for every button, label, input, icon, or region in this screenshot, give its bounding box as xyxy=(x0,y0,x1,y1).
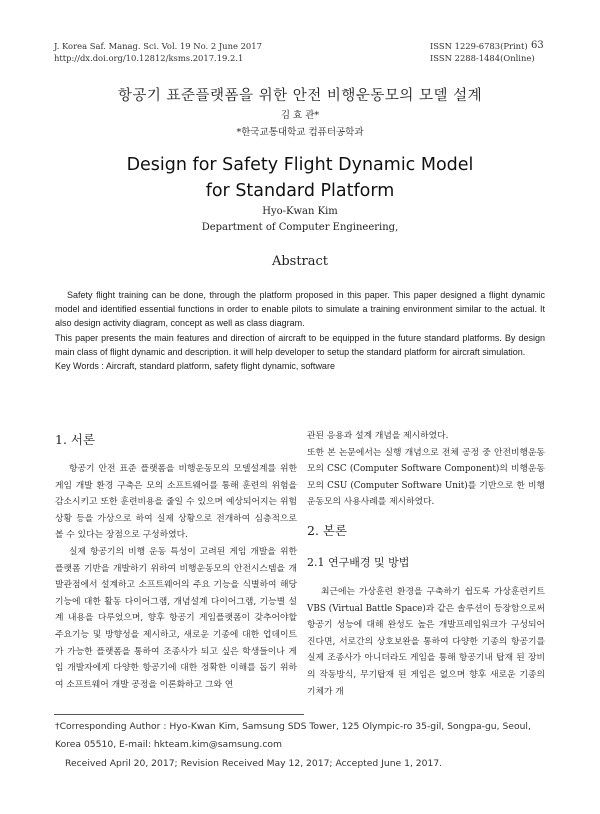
english-title-line2: for Standard Platform xyxy=(205,181,395,201)
subsection-2-1-heading: 2.1 연구배경 및 방법 xyxy=(307,556,410,569)
doi-link[interactable]: http://dx.doi.org/10.12812/ksms.2017.19.2.1 xyxy=(54,53,244,63)
issn-online: ISSN 2288-1484(Online) xyxy=(430,53,535,63)
page-number: 63 xyxy=(531,40,544,51)
english-affiliation: Department of Computer Engineering, xyxy=(201,222,399,233)
english-title xyxy=(0,152,600,204)
left-column-body xyxy=(55,461,297,693)
intro-paragraph-1: 항공기 안전 표준 플랫폼을 비행운동모의 모델설계를 위한 게임 개발 환경 구축은 모의 소프트웨어를 통해 훈련의 위험을 감소시키고 또한 훈련비용을 줄일 수 있으며 예상되어지는 위험 상황 등을 가상으로 하여 실제 상황으로 전개하여 심층적으로 볼 수 있다는 장점으로 구성하였다. xyxy=(55,464,297,541)
section-2-heading: 2. 본론 xyxy=(307,523,348,538)
korean-title: 항공기 표준플랫폼을 위한 안전 비행운동모의 모델 설계 xyxy=(117,88,483,104)
abstract-body xyxy=(55,288,545,373)
abstract-paragraph-2: This paper presents the main features and direction of aircraft to be equipped in the future standard platforms. By design main class of flight dynamic and description. it will help developer to setup the standard platform for aircraft simulation. xyxy=(55,332,545,357)
running-header-right xyxy=(430,40,535,64)
english-author: Hyo-Kwan Kim xyxy=(262,206,338,217)
footnote xyxy=(55,718,545,773)
right-column-body-bottom xyxy=(307,584,545,700)
issn-print: ISSN 1229-6783(Print) xyxy=(430,41,528,51)
footnote-divider xyxy=(54,714,304,715)
received-dates: Received April 20, 2017; Revision Received May 12, 2017; Accepted June 1, 2017. xyxy=(65,757,443,769)
section-1-heading: 1. 서론 xyxy=(55,432,96,447)
journal-citation: J. Korea Saf. Manag. Sci. Vol. 19 No. 2 June 2017 xyxy=(54,41,262,51)
abstract-heading: Abstract xyxy=(271,254,329,269)
background-paragraph: 최근에는 가상훈련 환경을 구축하기 쉽도록 가상훈련키트 VBS (Virtual Battle Space)과 같은 솔루션이 등장함으로써 항공기 성능에 대해 완성도 높은 개발프레임워크가 구성되어 진다면, 서로간의 상호보완을 통하여 다양한 기종의 항공기를 실제 조종사가 아니더라도 게임을 통해 항공기내 탑재 된 장비의 작동방식, 무기탑재 된 게임은 없으며 향후 새로운 기종의 기체가 개 xyxy=(307,587,545,697)
korean-author: 김 효 관* xyxy=(280,110,320,121)
intro-paragraph-2: 실제 항공기의 비행 운동 특성이 고려된 게임 개발을 위한 플랫폼 기반을 개발하기 위하여 비행운동모의 안전시스템을 개발관점에서 설계하고 소프트웨어의 주요 기능을 식별하여 해당 기능에 대한 활동 다이어그램, 개념설계 다이어그램, 기능별 설계 내용을 다루었으며, 향후 항공기 게임플랫폼이 갖추어야할 주요기능 및 방향성을 제시하고, 새로운 기종에 대한 업데이트가 가능한 플랫폼을 통하여 조종사가 되고 싶은 학생들이나 게임 개발자에게 다양한 항공기에 대한 정확한 이해를 돕기 위하여 소프트웨어 개발 공정을 이론화하고 그와 연 xyxy=(55,546,297,690)
korean-affiliation: *한국교통대학교 컴퓨터공학과 xyxy=(236,127,364,138)
keywords: Key Words : Aircraft, standard platform, safety flight dynamic, software xyxy=(55,361,335,372)
corresponding-author: †Corresponding Author : Hyo-Kwan Kim, Samsung SDS Tower, 125 Olympic-ro 35-gil, Songpa-gu, Seoul, Korea 05510, E-mail: hkteam.kim@samsung.com xyxy=(55,721,531,751)
intro-paragraph-4: 또한 본 논문에서는 실행 개념으로 전체 공정 중 안전비행운동모의 CSC (Computer Software Component)의 비행운동모의 CSU (Computer Software Unit)를 기반으로 한 비행운동모의 사용사례를 제시하였다. xyxy=(307,447,545,508)
english-title-line1: Design for Safety Flight Dynamic Model xyxy=(126,155,474,175)
abstract-paragraph-1: Safety flight training can be done, through the platform proposed in this paper. This paper designed a flight dynamic model and identified essential functions in order to enable pilots to simulate a training environment similar to the actual. It also design activity diagram, concept as well as class diagram. xyxy=(55,290,545,329)
right-column-body-top xyxy=(307,428,545,511)
intro-paragraph-3: 관된 응용과 설계 개념을 제시하였다. xyxy=(307,431,449,441)
running-header-left xyxy=(54,40,262,64)
